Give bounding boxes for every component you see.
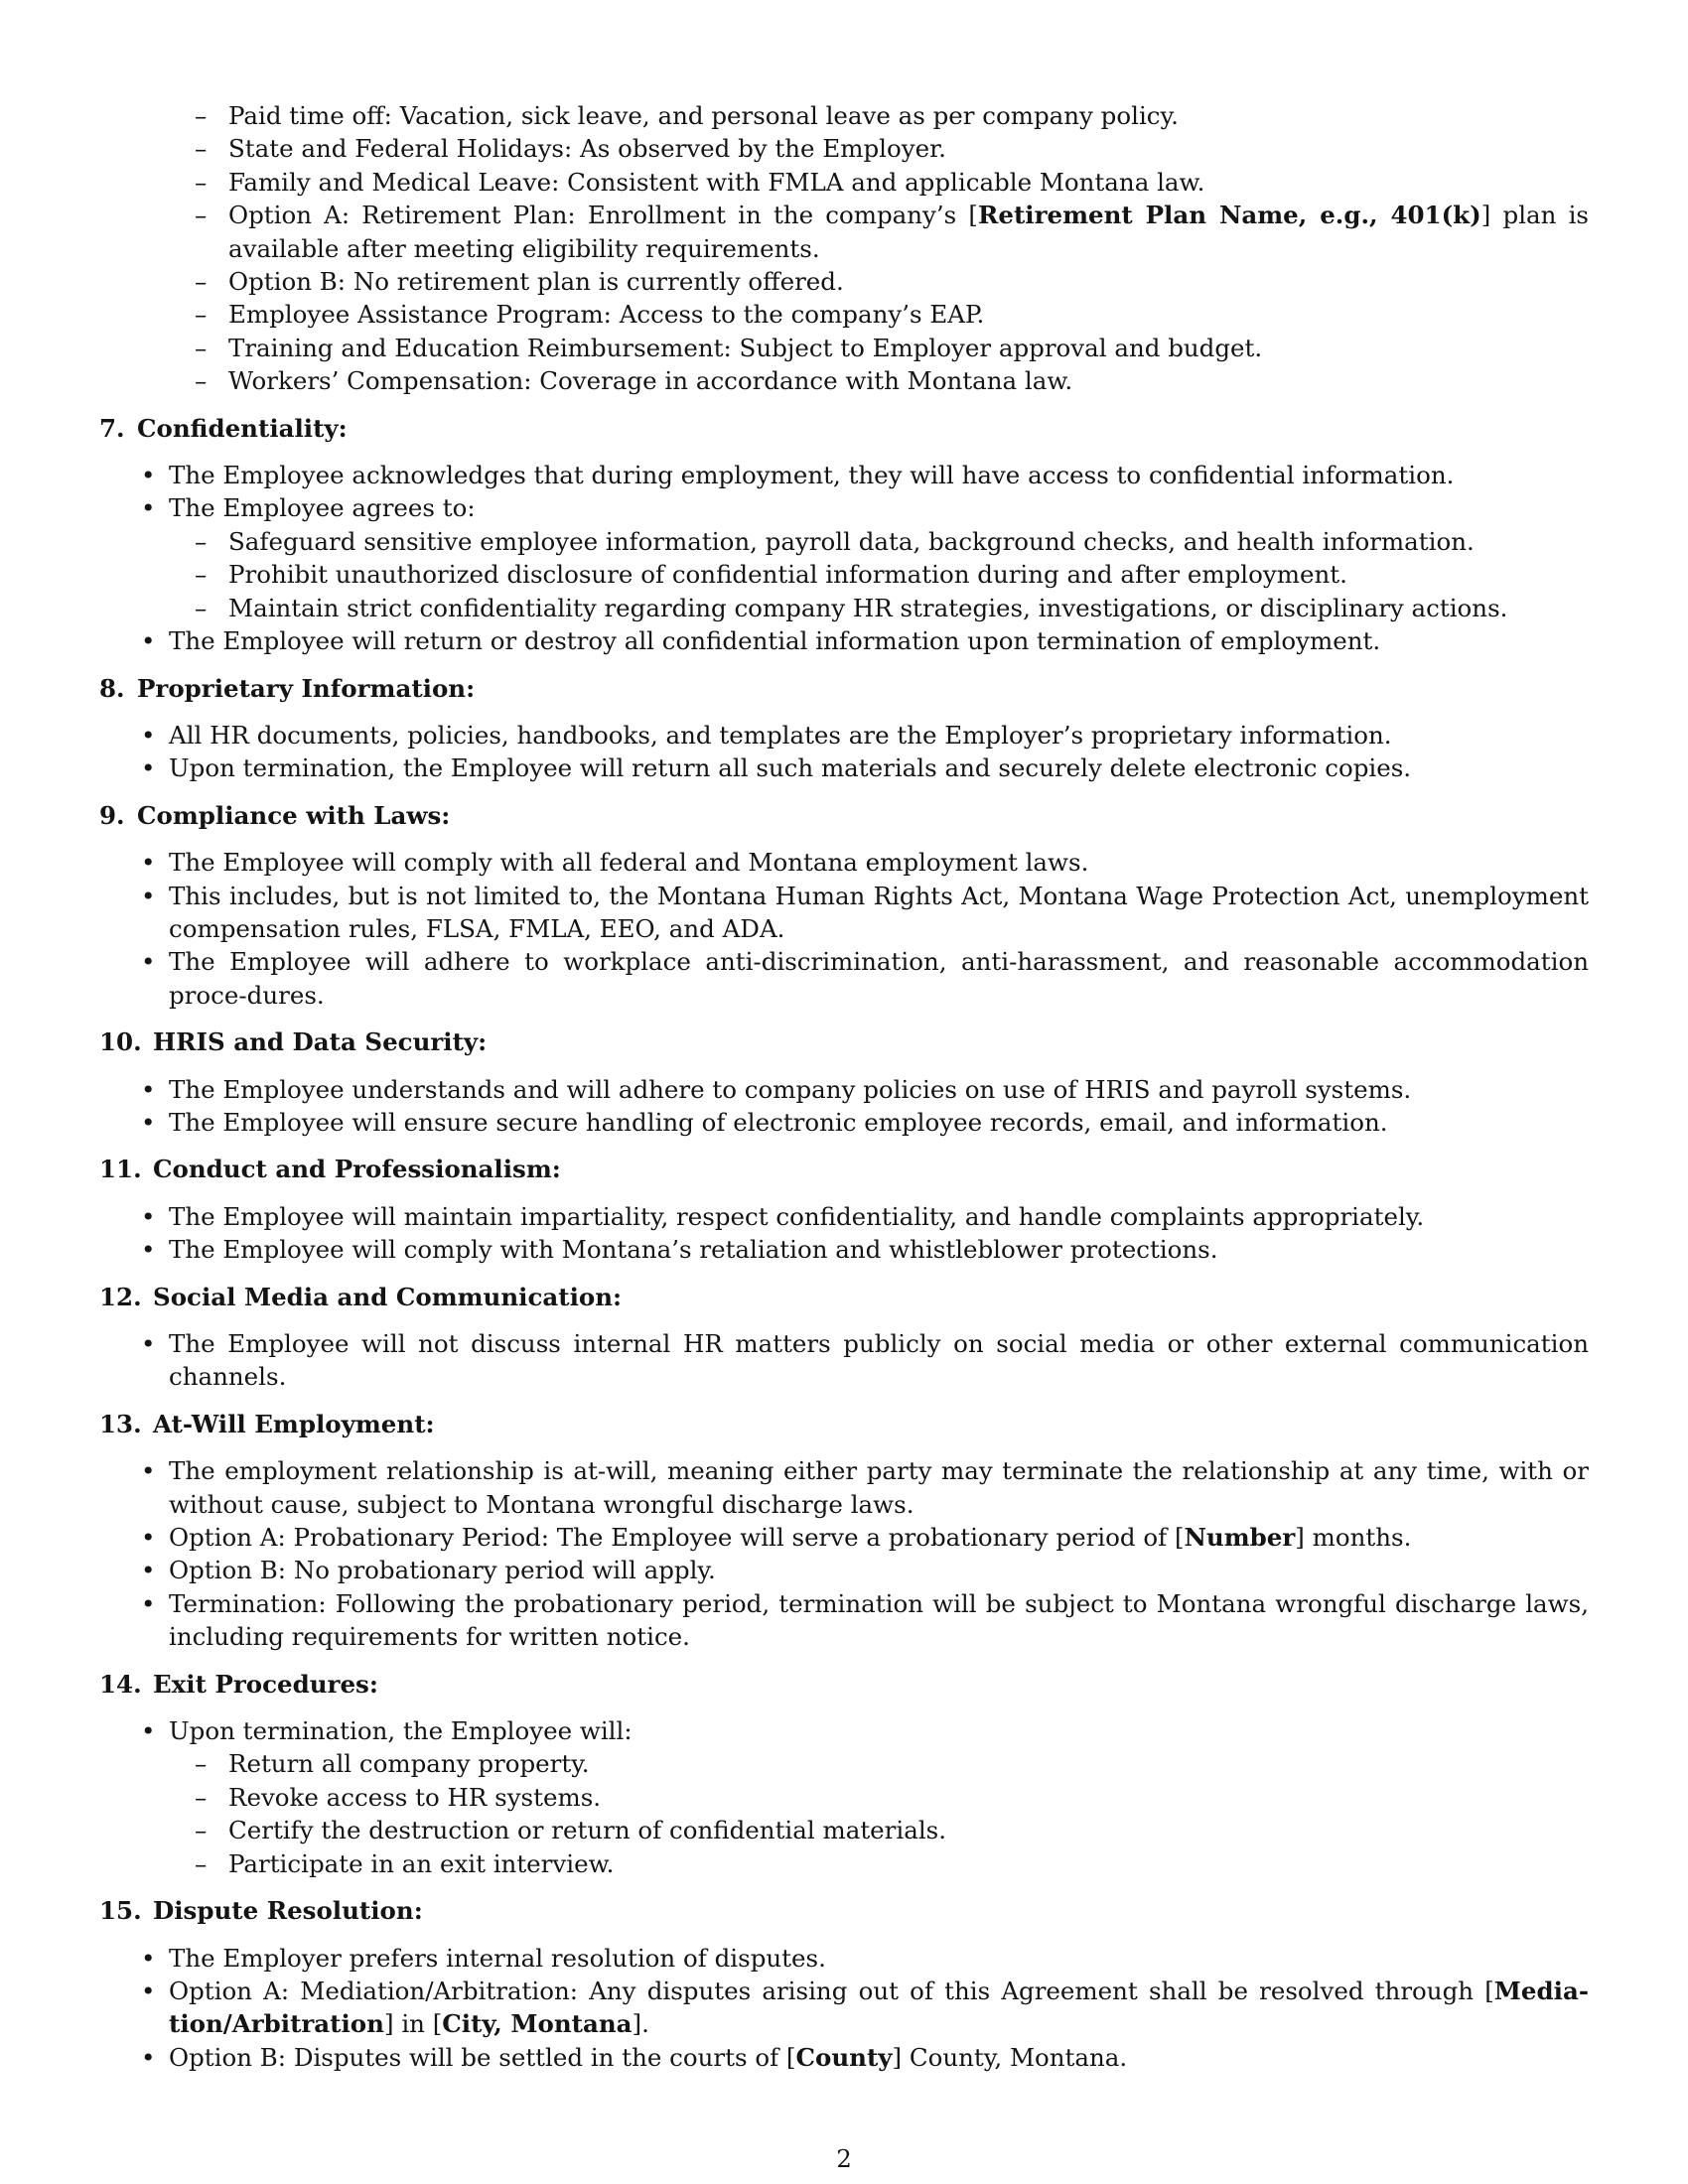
dash-marker: – bbox=[195, 333, 208, 362]
bullet-marker: • bbox=[141, 881, 156, 910]
bullet-text: The Employee will not discuss internal HR matters publicly on social media or other external communication channels. bbox=[169, 1329, 1589, 1392]
sub-item bbox=[99, 298, 1589, 331]
sub-item-text: Safeguard sensitive employee information, payroll data, background checks, and health information. bbox=[228, 526, 1475, 556]
sub-item bbox=[99, 558, 1589, 591]
bullet-item bbox=[99, 1521, 1589, 1554]
sub-item-text: Participate in an exit interview. bbox=[228, 1848, 615, 1878]
section-title: Conduct and Professionalism: bbox=[153, 1155, 561, 1184]
dash-marker: – bbox=[195, 366, 208, 396]
bullet-marker: • bbox=[141, 1329, 156, 1358]
placeholder-field: Retirement Plan Name, e.g., 401(k) bbox=[978, 201, 1481, 230]
bullet-item bbox=[99, 459, 1589, 491]
sub-item-text: Certify the destruction or return of confidential materials. bbox=[228, 1816, 947, 1845]
bullet-text: Option B: No probationary period will apply. bbox=[169, 1556, 716, 1585]
bullet-item bbox=[99, 1975, 1589, 2041]
section-number: 10. bbox=[99, 1027, 142, 1057]
bullet-item bbox=[99, 1587, 1589, 1654]
sub-item-text: Return all company property. bbox=[228, 1749, 590, 1779]
bullet-marker: • bbox=[141, 848, 156, 878]
bullet-marker: • bbox=[141, 493, 156, 523]
bullet-item bbox=[99, 945, 1589, 1012]
sub-item-retirement bbox=[99, 199, 1589, 265]
sub-item bbox=[99, 265, 1589, 298]
bullet-marker: • bbox=[141, 626, 156, 656]
sub-item bbox=[99, 525, 1589, 558]
placeholder-field: City, Montana bbox=[442, 2009, 633, 2039]
sub-item-text: Maintain strict confidentiality regarding company HR strategies, investigations, or disciplinary actions. bbox=[228, 593, 1508, 622]
sub-item bbox=[99, 1847, 1589, 1880]
bullet-text: The employment relationship is at-will, meaning either party may terminate the relationship at any time, with or without cause, subject to Montana wrongful discharge laws. bbox=[169, 1456, 1589, 1519]
bullet-text: The Employee will maintain impartiality, respect confidentiality, and handle complaints appropriately. bbox=[169, 1201, 1425, 1231]
sub-item bbox=[99, 592, 1589, 624]
bullet-text: The Employee will adhere to workplace anti-discrimination, anti-harassment, and reasonable accommodation proce-dures. bbox=[169, 947, 1589, 1010]
sub-item bbox=[99, 1747, 1589, 1780]
dash-marker: – bbox=[195, 267, 208, 297]
bullet-text: The Employee acknowledges that during employment, they will have access to confidential information. bbox=[169, 461, 1455, 490]
sub-item-text: Workers’ Compensation: Coverage in accordance with Montana law. bbox=[228, 366, 1073, 396]
bullet-item bbox=[99, 1327, 1589, 1394]
dash-marker: – bbox=[195, 167, 208, 197]
text-fragment: ] months. bbox=[1295, 1523, 1412, 1553]
section-title: Exit Procedures: bbox=[153, 1669, 378, 1699]
bullet-item bbox=[99, 1233, 1589, 1266]
text-fragment: ] County, Montana. bbox=[892, 2042, 1128, 2072]
bullet-text: All HR documents, policies, handbooks, and templates are the Employer’s proprietary information. bbox=[169, 720, 1392, 750]
bullet-marker: • bbox=[141, 947, 156, 977]
document-page bbox=[99, 99, 1589, 2074]
sub-item bbox=[99, 132, 1589, 165]
bullet-item bbox=[99, 1942, 1589, 1975]
placeholder-field: Media-tion/Arbitration bbox=[169, 1976, 1589, 2039]
text-fragment: ] in [ bbox=[383, 2009, 443, 2039]
bullet-marker: • bbox=[141, 1074, 156, 1104]
bullet-marker: • bbox=[141, 1943, 156, 1973]
sub-item-text: State and Federal Holidays: As observed by the Employer. bbox=[228, 134, 946, 164]
bullet-text: Termination: Following the probationary period, termination will be subject to Montana wrongful discharge laws, including requirements for written notice. bbox=[169, 1588, 1589, 1652]
dash-marker: – bbox=[195, 134, 208, 164]
dash-marker: – bbox=[195, 593, 208, 622]
bullet-marker: • bbox=[141, 1456, 156, 1486]
placeholder-field: Number bbox=[1184, 1523, 1296, 1553]
sub-item bbox=[99, 1781, 1589, 1814]
dash-marker: – bbox=[195, 300, 208, 330]
section-heading-proprietary bbox=[99, 672, 1589, 705]
section-number: 9. bbox=[99, 800, 125, 830]
bullet-text: The Employee understands and will adhere to company policies on use of HRIS and payroll systems. bbox=[169, 1074, 1412, 1104]
section-heading-conduct bbox=[99, 1153, 1589, 1185]
bullet-marker: • bbox=[141, 753, 156, 783]
text-fragment: Option A: Retirement Plan: Enrollment in the company’s [ bbox=[228, 201, 978, 230]
bullet-marker: • bbox=[141, 1588, 156, 1618]
bullet-item bbox=[99, 1554, 1589, 1586]
bullet-marker: • bbox=[141, 1716, 156, 1746]
section-title: At-Will Employment: bbox=[153, 1409, 435, 1438]
text-fragment: Option A: Mediation/Arbitration: Any disputes arising out of this Agreement shall be resolved through [ bbox=[169, 1976, 1494, 2005]
bullet-item bbox=[99, 751, 1589, 784]
bullet-marker: • bbox=[141, 1976, 156, 2005]
page-number: 2 bbox=[836, 2144, 852, 2173]
bullet-marker: • bbox=[141, 1235, 156, 1265]
bullet-marker: • bbox=[141, 720, 156, 750]
sub-item-text: Paid time off: Vacation, sick leave, and personal leave as per company policy. bbox=[228, 101, 1179, 130]
bullet-text: Upon termination, the Employee will return all such materials and securely delete electronic copies. bbox=[169, 753, 1412, 783]
sub-item bbox=[99, 166, 1589, 199]
dash-marker: – bbox=[195, 560, 208, 590]
bullet-marker: • bbox=[141, 461, 156, 490]
section-heading-dispute bbox=[99, 1894, 1589, 1927]
section-number: 11. bbox=[99, 1155, 142, 1184]
dash-marker: – bbox=[195, 1816, 208, 1845]
section-number: 14. bbox=[99, 1669, 142, 1699]
dash-marker: – bbox=[195, 526, 208, 556]
bullet-marker: • bbox=[141, 1556, 156, 1585]
sub-item bbox=[99, 99, 1589, 132]
bullet-text: The Employer prefers internal resolution of disputes. bbox=[169, 1943, 826, 1973]
section-number: 12. bbox=[99, 1282, 142, 1311]
sub-item-text: Prohibit unauthorized disclosure of confidential information during and after employment. bbox=[228, 560, 1347, 590]
section-title: HRIS and Data Security: bbox=[153, 1027, 488, 1057]
dash-marker: – bbox=[195, 101, 208, 130]
bullet-marker: • bbox=[141, 1201, 156, 1231]
section-title: Confidentiality: bbox=[137, 413, 348, 443]
section-heading-confidentiality bbox=[99, 412, 1589, 445]
bullet-item bbox=[99, 719, 1589, 751]
text-fragment: ]. bbox=[632, 2009, 649, 2039]
section-number: 8. bbox=[99, 673, 125, 703]
section-title: Dispute Resolution: bbox=[153, 1896, 423, 1926]
sub-item-text: Employee Assistance Program: Access to the company’s EAP. bbox=[228, 300, 985, 330]
bullet-text: The Employee will comply with Montana’s retaliation and whistleblower protections. bbox=[169, 1235, 1218, 1265]
bullet-item bbox=[99, 880, 1589, 946]
bullet-item bbox=[99, 2041, 1589, 2074]
bullet-text: The Employee will comply with all federal and Montana employment laws. bbox=[169, 848, 1089, 878]
sub-item-text: Option B: No retirement plan is currently offered. bbox=[228, 267, 844, 297]
sub-item-text: Revoke access to HR systems. bbox=[228, 1782, 602, 1812]
sub-item bbox=[99, 332, 1589, 364]
bullet-item bbox=[99, 1073, 1589, 1106]
section-title: Proprietary Information: bbox=[137, 673, 476, 703]
dash-marker: – bbox=[195, 201, 208, 230]
text-fragment: Option B: Disputes will be settled in the courts of [ bbox=[169, 2042, 796, 2072]
dash-marker: – bbox=[195, 1782, 208, 1812]
bullet-item bbox=[99, 1454, 1589, 1521]
bullet-item bbox=[99, 846, 1589, 879]
section-heading-exit bbox=[99, 1668, 1589, 1701]
bullet-item bbox=[99, 1106, 1589, 1139]
section-title: Social Media and Communication: bbox=[153, 1282, 623, 1311]
dash-marker: – bbox=[195, 1749, 208, 1779]
section-heading-social-media bbox=[99, 1281, 1589, 1313]
text-fragment: ] plan is available after meeting eligibility requirements. bbox=[228, 201, 1590, 263]
bullet-marker: • bbox=[141, 1107, 156, 1137]
sub-item-text: Training and Education Reimbursement: Subject to Employer approval and budget. bbox=[228, 333, 1263, 362]
sub-item-text: Family and Medical Leave: Consistent with FMLA and applicable Montana law. bbox=[228, 167, 1205, 197]
bullet-item bbox=[99, 624, 1589, 657]
bullet-text: The Employee will return or destroy all confidential information upon termination of employment. bbox=[169, 626, 1381, 656]
dash-marker: – bbox=[195, 1848, 208, 1878]
bullet-marker: • bbox=[141, 2042, 156, 2072]
bullet-item bbox=[99, 1200, 1589, 1233]
bullet-text: The Employee agrees to: bbox=[169, 493, 476, 523]
sub-item bbox=[99, 1814, 1589, 1846]
bullet-marker: • bbox=[141, 1523, 156, 1553]
bullet-item bbox=[99, 491, 1589, 524]
section-heading-compliance bbox=[99, 799, 1589, 832]
section-heading-hris bbox=[99, 1025, 1589, 1058]
bullet-item bbox=[99, 1714, 1589, 1747]
section-heading-at-will bbox=[99, 1408, 1589, 1440]
bullet-text: The Employee will ensure secure handling of electronic employee records, email, and information. bbox=[169, 1107, 1388, 1137]
bullet-text: Upon termination, the Employee will: bbox=[169, 1716, 633, 1746]
placeholder-field: County bbox=[795, 2042, 893, 2072]
section-number: 7. bbox=[99, 413, 125, 443]
section-number: 15. bbox=[99, 1896, 142, 1926]
text-fragment: Option A: Probationary Period: The Employee will serve a probationary period of [ bbox=[169, 1523, 1185, 1553]
section-number: 13. bbox=[99, 1409, 142, 1438]
bullet-text: This includes, but is not limited to, the Montana Human Rights Act, Montana Wage Protection Act, unemployment compensation rules, FLSA, FMLA, EEO, and ADA. bbox=[169, 881, 1589, 943]
section-title: Compliance with Laws: bbox=[137, 800, 451, 830]
sub-item bbox=[99, 364, 1589, 397]
